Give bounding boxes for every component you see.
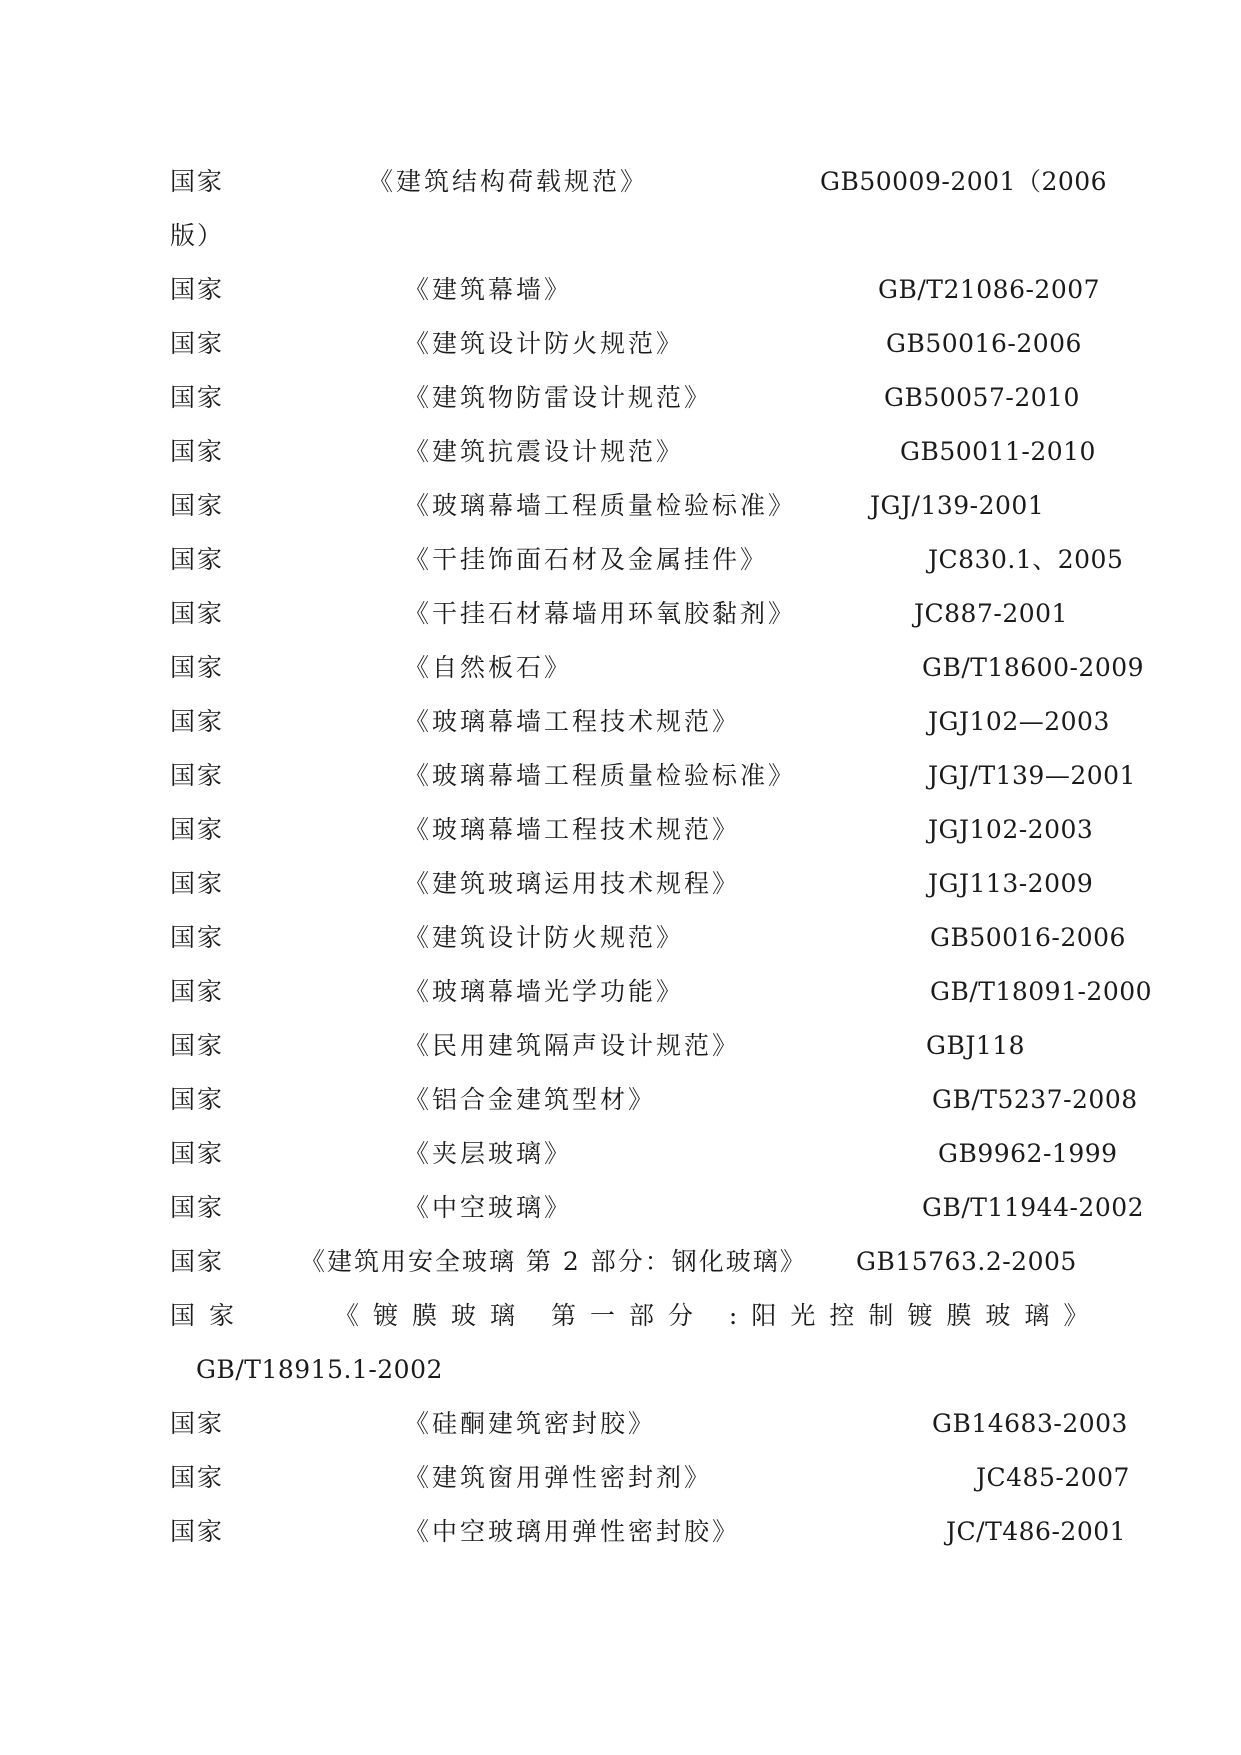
row-code: JGJ102—2003 <box>928 707 1110 736</box>
row-level: 国家 <box>170 869 225 898</box>
row-level: 国家 <box>170 1139 225 1168</box>
row-code: JC887-2001 <box>914 599 1068 628</box>
row-code: GB50016-2006 <box>930 923 1126 952</box>
row-code: JGJ113-2009 <box>928 869 1094 898</box>
row-code: JGJ/139-2001 <box>870 491 1045 520</box>
row-level: 国家 <box>170 923 225 952</box>
row-title: 《建筑幕墙》 <box>404 275 573 304</box>
row-level: 国家 <box>170 599 225 628</box>
row-title: 《建筑物防雷设计规范》 <box>404 383 713 412</box>
row-level: 国家 <box>170 1463 225 1492</box>
row-title: 《民用建筑隔声设计规范》 <box>404 1031 741 1060</box>
row-title: 《夹层玻璃》 <box>404 1139 573 1168</box>
row-title: 《建筑窗用弹性密封剂》 <box>404 1463 713 1492</box>
row-level: 国家 <box>170 653 225 682</box>
row-title: 《建筑结构荷载规范》 <box>368 167 649 196</box>
row-title: 《玻璃幕墙光学功能》 <box>404 977 685 1006</box>
row-title: 《建筑设计防火规范》 <box>404 329 685 358</box>
row-code: GB50057-2010 <box>884 383 1080 412</box>
row-code: JC485-2007 <box>976 1463 1130 1492</box>
row-code: GB/T11944-2002 <box>922 1193 1145 1222</box>
row-continuation: 版） <box>170 221 225 250</box>
row-level: 国家 <box>170 1517 225 1546</box>
row-title: 《中空玻璃用弹性密封胶》 <box>404 1517 741 1546</box>
row-level: 国家 <box>170 1247 225 1276</box>
row-code: GB50016-2006 <box>886 329 1082 358</box>
row-level: 国家 <box>170 437 225 466</box>
row-code: JC830.1、2005 <box>928 545 1124 574</box>
row-code: GB50009-2001（2006 <box>820 167 1108 196</box>
row-title: 《干挂饰面石材及金属挂件》 <box>404 545 769 574</box>
row-code: GB50011-2010 <box>900 437 1096 466</box>
row-title: 《玻璃幕墙工程技术规范》 <box>404 815 741 844</box>
row-level: 国家 <box>170 761 225 790</box>
row-code: GB/T5237-2008 <box>932 1085 1138 1114</box>
row-level: 国家 <box>170 977 225 1006</box>
row-level: 国家 <box>170 545 225 574</box>
row-code: GB15763.2-2005 <box>856 1247 1077 1276</box>
row-level: 国家 <box>170 1193 225 1222</box>
row-level: 国家 <box>170 491 225 520</box>
row-level: 国家 <box>170 275 225 304</box>
row-code: GB9962-1999 <box>938 1139 1118 1168</box>
row-title: 《建筑设计防火规范》 <box>404 923 685 952</box>
row-code: GB/T21086-2007 <box>878 275 1101 304</box>
row-title: 《硅酮建筑密封胶》 <box>404 1409 657 1438</box>
row-level: 国家 <box>170 1409 225 1438</box>
row-title: 《玻璃幕墙工程质量检验标准》 <box>404 491 797 520</box>
row-title: 《中空玻璃》 <box>404 1193 573 1222</box>
row-title: 《建筑玻璃运用技术规程》 <box>404 869 741 898</box>
row-level: 国家 <box>170 1301 249 1330</box>
row-level: 国家 <box>170 1085 225 1114</box>
row-level: 国家 <box>170 815 225 844</box>
row-code: GB/T18600-2009 <box>922 653 1145 682</box>
row-level: 国家 <box>170 167 225 196</box>
row-title: 《镀膜玻璃 第一部分 :阳光控制镀膜玻璃》 <box>334 1301 1103 1330</box>
row-title: 《干挂石材幕墙用环氧胶黏剂》 <box>404 599 797 628</box>
row-title: 《建筑用安全玻璃 第 2 部分：钢化玻璃》 <box>300 1247 807 1276</box>
row-level: 国家 <box>170 707 225 736</box>
row-code: JGJ102-2003 <box>928 815 1094 844</box>
row-code: GB14683-2003 <box>932 1409 1128 1438</box>
row-code: JC/T486-2001 <box>946 1517 1127 1546</box>
row-code: GBJ118 <box>926 1031 1026 1060</box>
row-level: 国家 <box>170 1031 225 1060</box>
row-level: 国家 <box>170 329 225 358</box>
row-title: 《建筑抗震设计规范》 <box>404 437 685 466</box>
row-title: 《玻璃幕墙工程质量检验标准》 <box>404 761 797 790</box>
row-code: JGJ/T139—2001 <box>928 761 1136 790</box>
row-title: 《玻璃幕墙工程技术规范》 <box>404 707 741 736</box>
row-continuation: GB/T18915.1-2002 <box>196 1355 443 1384</box>
row-code: GB/T18091-2000 <box>930 977 1153 1006</box>
row-title: 《铝合金建筑型材》 <box>404 1085 657 1114</box>
row-level: 国家 <box>170 383 225 412</box>
row-title: 《自然板石》 <box>404 653 573 682</box>
